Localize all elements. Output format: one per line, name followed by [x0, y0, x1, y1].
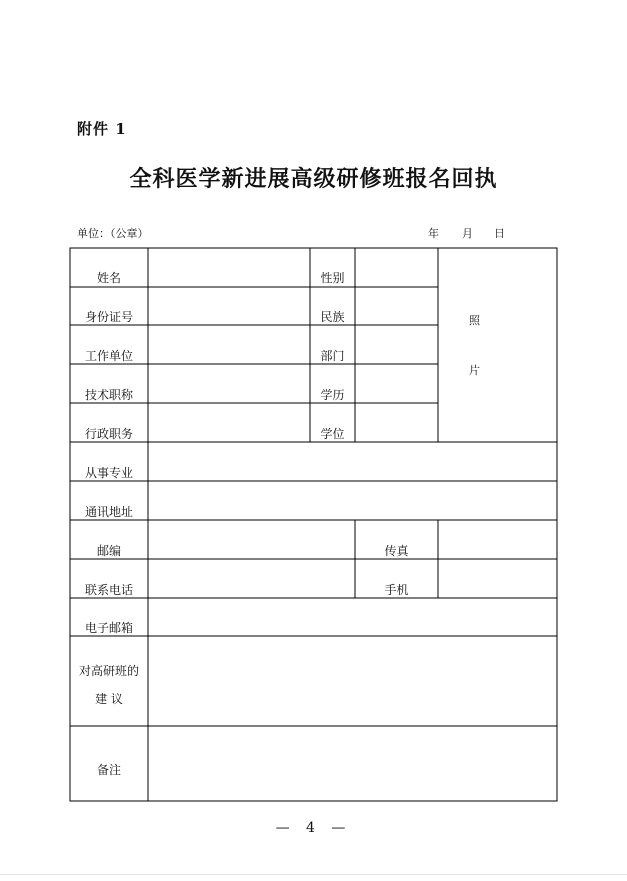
label-tech-title: 技术职称	[84, 388, 133, 402]
page-edge	[0, 874, 627, 875]
table-border	[70, 248, 557, 801]
label-workplace: 工作单位	[84, 349, 133, 363]
label-ethnicity: 民族	[320, 310, 345, 324]
date-month-label: 月	[462, 227, 473, 240]
label-id-number: 身份证号	[84, 310, 133, 324]
label-specialty: 从事专业	[84, 466, 133, 480]
unit-seal-label: 单位：（公章）	[77, 227, 149, 240]
photo-label-bottom: 片	[469, 364, 480, 377]
label-remarks: 备注	[96, 763, 121, 777]
date-year-label: 年	[428, 227, 439, 240]
label-gender: 性别	[320, 271, 345, 285]
page-title: 全科医学新进展高级研修班报名回执	[129, 166, 498, 192]
label-email: 电子邮箱	[84, 621, 133, 635]
label-name: 姓名	[96, 271, 121, 285]
date-day-label: 日	[494, 227, 505, 240]
label-suggestion-line2: 建 议	[95, 692, 123, 706]
label-mobile: 手机	[384, 583, 409, 597]
label-phone: 联系电话	[84, 583, 133, 597]
attachment-label: 附件 1	[77, 120, 127, 138]
label-address: 通讯地址	[84, 505, 133, 519]
label-fax: 传真	[384, 544, 409, 558]
label-admin-post: 行政职务	[84, 427, 133, 441]
label-postcode: 邮编	[96, 544, 121, 558]
label-department: 部门	[320, 349, 345, 363]
photo-label-top: 照	[469, 314, 480, 327]
page-number: — 4 —	[275, 820, 352, 836]
label-education: 学历	[320, 388, 345, 402]
label-suggestion-line1: 对高研班的	[78, 664, 139, 678]
label-degree: 学位	[320, 427, 345, 441]
